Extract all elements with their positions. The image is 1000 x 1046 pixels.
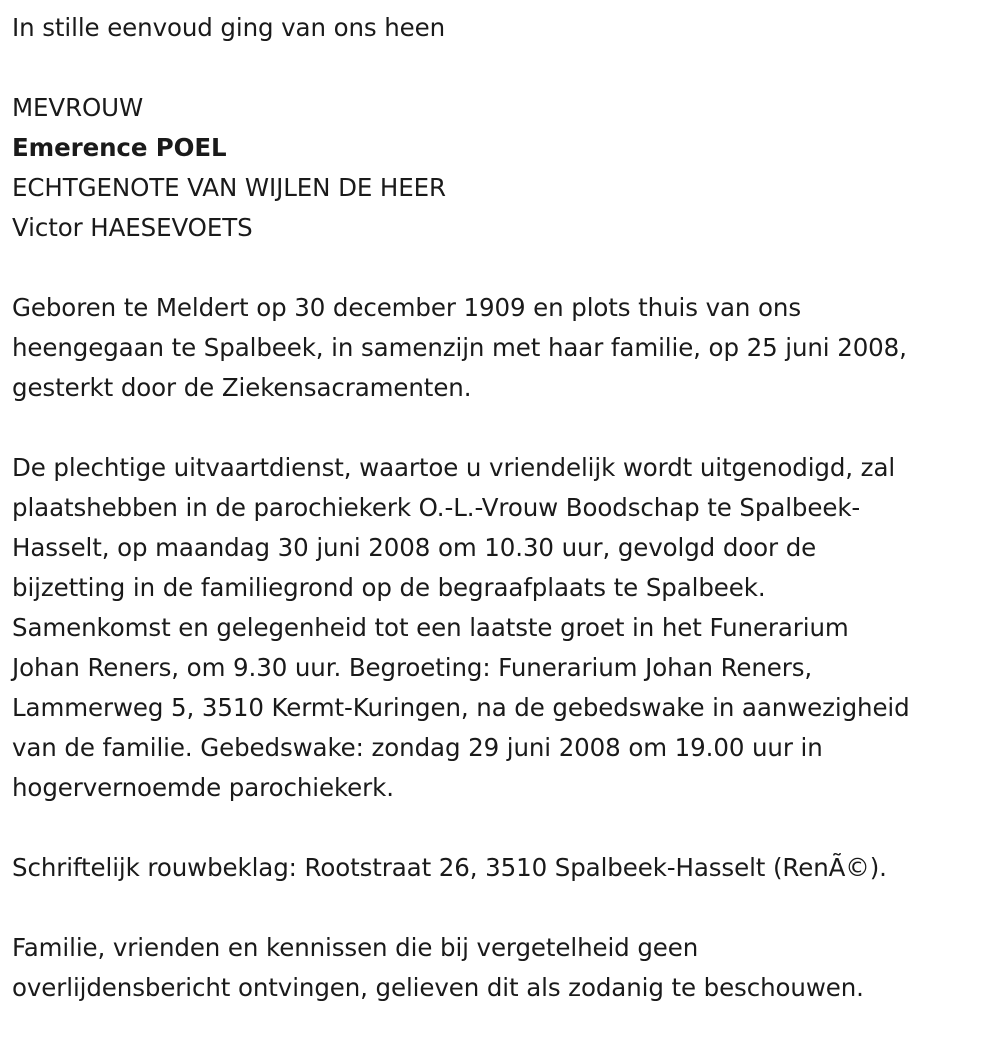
paragraph-line: heengegaan te Spalbeek, in samenzijn met haar familie, op 25 juni 2008,: [12, 333, 907, 362]
spacer: [12, 48, 988, 88]
condolence-address: Schriftelijk rouwbeklag: Rootstraat 26, 3510 Spalbeek-Hasselt (RenÃ©).: [12, 853, 887, 882]
service-paragraph: [12, 448, 988, 808]
closing-paragraph: [12, 928, 988, 1008]
spacer: [12, 248, 988, 288]
relation-text: ECHTGENOTE VAN WIJLEN DE HEER: [12, 173, 446, 202]
paragraph-line: Hasselt, op maandag 30 juni 2008 om 10.30 uur, gevolgd door de: [12, 533, 817, 562]
paragraph-line: Lammerweg 5, 3510 Kermt-Kuringen, na de gebedswake in aanwezigheid: [12, 693, 910, 722]
birth-paragraph: [12, 288, 988, 408]
spacer: [12, 408, 988, 448]
intro-text: In stille eenvoud ging van ons heen: [12, 13, 446, 42]
paragraph-line: plaatshebben in de parochiekerk O.-L.-Vrouw Boodschap te Spalbeek-: [12, 493, 861, 522]
paragraph-line: gesterkt door de Ziekensacramenten.: [12, 373, 472, 402]
spacer: [12, 888, 988, 928]
paragraph-line: Johan Reners, om 9.30 uur. Begroeting: Funerarium Johan Reners,: [12, 653, 813, 682]
title-prefix: MEVROUW: [12, 93, 144, 122]
spacer: [12, 808, 988, 848]
paragraph-line: van de familie. Gebedswake: zondag 29 juni 2008 om 19.00 uur in: [12, 733, 823, 762]
spouse-name: Victor HAESEVOETS: [12, 213, 253, 242]
paragraph-line: hogervernoemde parochiekerk.: [12, 773, 394, 802]
paragraph-line: bijzetting in de familiegrond op de begraafplaats te Spalbeek.: [12, 573, 766, 602]
paragraph-line: overlijdensbericht ontvingen, gelieven dit als zodanig te beschouwen.: [12, 973, 864, 1002]
deceased-name: Emerence POEL: [12, 133, 227, 162]
paragraph-line: Samenkomst en gelegenheid tot een laatste groet in het Funerarium: [12, 613, 849, 642]
paragraph-line: Geboren te Meldert op 30 december 1909 en plots thuis van ons: [12, 293, 801, 322]
paragraph-line: De plechtige uitvaartdienst, waartoe u vriendelijk wordt uitgenodigd, zal: [12, 453, 896, 482]
paragraph-line: Familie, vrienden en kennissen die bij vergetelheid geen: [12, 933, 699, 962]
